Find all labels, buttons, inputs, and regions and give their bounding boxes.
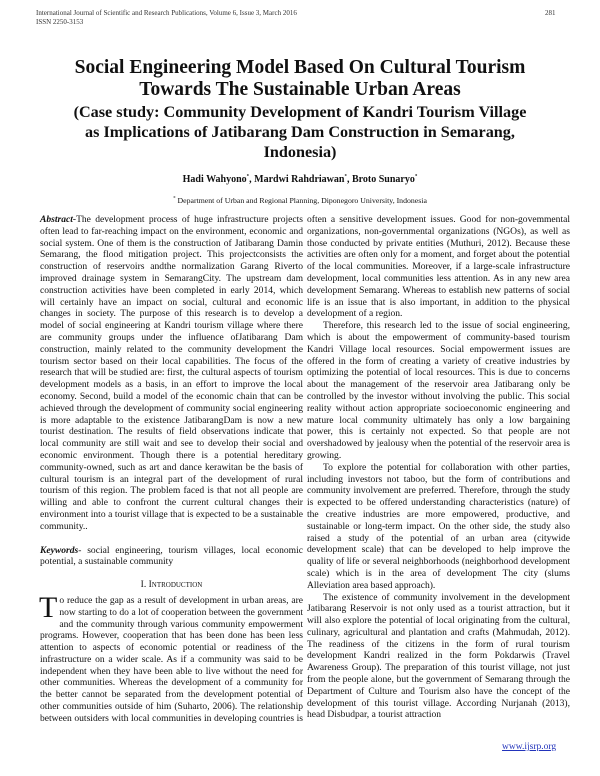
affiliation-text: Department of Urban and Regional Planning, Diponegoro University, Indonesia: [177, 196, 427, 205]
author: Hadi Wahyono: [182, 174, 247, 185]
affiliation-mark: *: [344, 174, 347, 180]
subtitle: (Case study: Community Development of Kandri Tourism Village as Implications of Jatibarang Dam Construction in Semarang, Indonesia): [73, 103, 527, 161]
paper-title: [0, 57, 600, 162]
author: Broto Sunaryo: [351, 174, 415, 185]
intro-paragraph-4: The existence of community involvement in the development Jatibarang Reservoir is not only used as a tourist attraction, but it will also explore the potential of local originating from the cultural, culinary, agricultural and plantation and crafts (Mahmudah, 2012). The readiness of the citizens in the form of rural tourism development Kandri realized in the form Pokdarwis (Travel Awareness Group). The preparation of this tourist village, not just from the people alone, but the government of Semarang through the Department of Culture and Tourism also have the concept of the development of this tourist village. According Nurjanah (2013), head Disbudpar, a tourist attraction: [307, 591, 570, 721]
journal-info: International Journal of Scientific and Research Publications, Volume 6, Issue 3, March 2016: [36, 9, 297, 17]
section-number: I.: [140, 580, 149, 591]
affiliation-mark: *: [414, 174, 418, 180]
keywords-text: - social engineering, tourism villages, local economic potential, a sustainable community: [40, 544, 303, 568]
abstract: [40, 214, 303, 533]
abstract-label: Abstract-: [40, 214, 77, 225]
section-heading: [40, 580, 303, 592]
journal-website-link[interactable]: www.ijsrp.org: [502, 742, 557, 752]
author: Mardwi Rahdriawan: [254, 174, 345, 185]
two-column-body: [40, 214, 570, 725]
paragraph-text: o reduce the gap as a result of development in urban areas, are now starting to do a lot of cooperation between the government and the community through various community empowerment programs. However, cooperation that has been done has been less attention to aspects of economic potential or readiness of the infrastructure on a wider scale. As if a community was said to be independent when they have been able to live without the need for other communities. Whereas the development of a community for the better cannot be separated from the development potential of other communities outside of him (Suharto, 2006). The relationship between outsiders with local communities in developing countries is often a sensitive development issues. Good for non-govemmental organizations, non-governmental organizations (NGOs), as well as those conducted by private entities (Muthuri, 2012). Because these activities are often only for a moment, and forget about the potential of the local communities. Moreover, if a large-scale infrastructure development, local communities less attention. As in any new area development Semarang. Whereas to establish new patterns of social life is an issue that is also important, in addition to the physical development of a region.: [40, 214, 570, 724]
title-line-1: Social Engineering Model Based On Cultural Tourism: [74, 57, 526, 78]
running-header: [36, 9, 297, 26]
keywords: [40, 545, 303, 569]
drop-cap: T: [39, 590, 58, 624]
intro-paragraph-3: To explore the potential for collaboration with other parties, including investors not taboo, but the form of contributions and community involvement are preferred. Therefore, through the study is expected to be offered understanding characteristics (nature) of the creative industries are more empowered, productive, and sustainable or long-term impact. On the other side, the study also raised a study of the potential of an urban area (citywide development scale) that can be developed to help improve the quality of life or several neighborhoods (neighborhood development scale) which is in the area of development The city (slums Alleviation area based approach).: [307, 461, 570, 591]
abstract-text: The development process of huge infrastructure projects often lead to far-reaching impact on the environment, economic and social system. One of them is the construction of Jatibarang Damin Semarang, the flood mitigation project. This projectconsists the construction of reservoirs andthe normalization Garang Riverto improved drainage system in SemarangCity. The upstream dam construction activities have been completed in early 2014, which will certainly have an impact on social, cultural and economic changes in society. The purpose of this research is to develop a model of social engineering at Kandri tourism village where there are community groups under the influence ofJatibarang Dam construction, mainly related to the community development the tourism sector based on their local capabilities. The focus of the research that will be studied are: first, the cultural aspects of tourism development models as a basis, in an effort to improve the local economy. Second, build a model of the economic chain that can be achieved through the development of community social engineering is more adaptable to the existence JatibarangDam is now a new tourist destination. The results of field observations indicate that local community are still wait and see to develop their social and economic environment. Though there is a potential hereditary community-owned, such as art and dance kerawitan be the basis of cultural tourism is an integral part of the development of rural tourism of this region. The problem faced is that not all people are willing and able to confront the current cultural changes their environment into a tourist village that is expected to be a sustainable community..: [40, 214, 303, 532]
title-line-2: Towards The Sustainable Urban Areas: [139, 79, 461, 100]
page-number: 281: [545, 9, 556, 17]
affiliation-mark: *: [173, 196, 176, 202]
affiliation-mark: *: [246, 174, 250, 180]
intro-paragraph-2: Therefore, this research led to the issue of social engineering, which is about the empowerment of community-based tourism Kandri Village local resources. Social empowerment issues are offered in the form of creating a variety of creative industries by optimizing the potential of local resources. This is due to concerns about the management of the reservoir area Jatibarang only be controlled by the investor without involving the public. This social reality without action appropriate socioeconomic engineering and mature local community ultimately has only a low bargaining power, this is certainly not expected. So that people are not overshadowed by jealousy when the potential of the reservoir area is growing.: [307, 320, 570, 461]
issn: ISSN 2250-3153: [36, 17, 84, 26]
affiliation: [0, 196, 600, 205]
separator: ,: [346, 174, 352, 185]
section-title: Introduction: [148, 580, 203, 591]
authors: [0, 174, 600, 185]
keywords-label: Keywords: [40, 544, 79, 556]
separator: ,: [249, 174, 255, 185]
